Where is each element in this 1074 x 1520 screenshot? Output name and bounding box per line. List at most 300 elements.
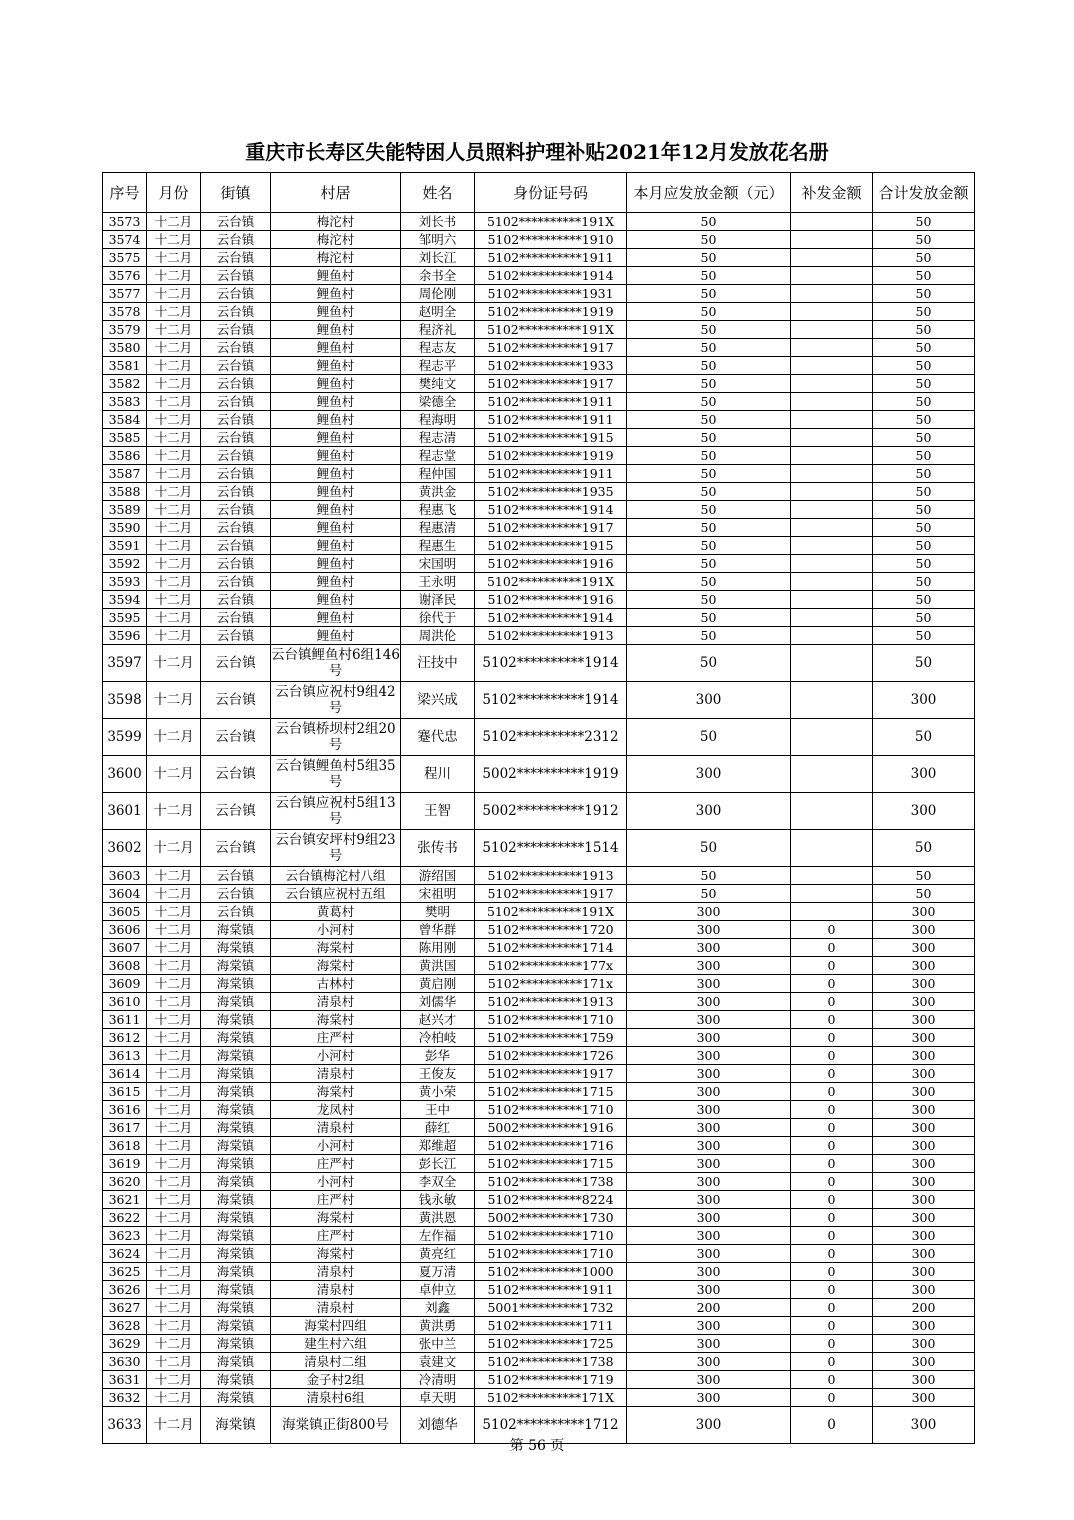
- seq-cell: 3599: [103, 719, 147, 756]
- table-row: [103, 1173, 975, 1191]
- table-row: [103, 483, 975, 501]
- town-cell: 海棠镇: [201, 1101, 271, 1119]
- name-cell: 王中: [401, 1101, 475, 1119]
- supplement-cell: 0: [791, 1263, 873, 1281]
- month-cell: 十二月: [147, 573, 201, 591]
- supplement-cell: [791, 501, 873, 519]
- month-cell: 十二月: [147, 1191, 201, 1209]
- header-row: [103, 173, 975, 213]
- total-cell: 300: [873, 1227, 975, 1245]
- id-cell: 5002**********1730: [475, 1209, 627, 1227]
- town-cell: 海棠镇: [201, 1281, 271, 1299]
- village-cell: 清泉村: [271, 993, 401, 1011]
- amount-cell: 50: [627, 357, 791, 375]
- seq-cell: 3614: [103, 1065, 147, 1083]
- amount-cell: 300: [627, 1137, 791, 1155]
- table-row: [103, 830, 975, 867]
- name-cell: 赵明全: [401, 303, 475, 321]
- town-cell: 海棠镇: [201, 1173, 271, 1191]
- total-cell: 300: [873, 1173, 975, 1191]
- seq-cell: 3611: [103, 1011, 147, 1029]
- month-cell: 十二月: [147, 213, 201, 231]
- name-cell: 张中兰: [401, 1335, 475, 1353]
- town-cell: 海棠镇: [201, 1029, 271, 1047]
- supplement-cell: 0: [791, 1173, 873, 1191]
- total-cell: 50: [873, 555, 975, 573]
- town-cell: 海棠镇: [201, 1083, 271, 1101]
- seq-cell: 3601: [103, 793, 147, 830]
- supplement-cell: [791, 393, 873, 411]
- month-cell: 十二月: [147, 1047, 201, 1065]
- amount-cell: 50: [627, 555, 791, 573]
- name-cell: 程济礼: [401, 321, 475, 339]
- month-cell: 十二月: [147, 1263, 201, 1281]
- month-cell: 十二月: [147, 1173, 201, 1191]
- month-cell: 十二月: [147, 719, 201, 756]
- table-row: [103, 573, 975, 591]
- town-cell: 海棠镇: [201, 1227, 271, 1245]
- id-cell: 5102**********1911: [475, 393, 627, 411]
- month-cell: 十二月: [147, 555, 201, 573]
- page-title: 重庆市长寿区失能特困人员照料护理补贴2021年12月发放花名册: [245, 140, 829, 164]
- town-cell: 云台镇: [201, 231, 271, 249]
- amount-cell: 300: [627, 1047, 791, 1065]
- amount-cell: 50: [627, 303, 791, 321]
- month-cell: 十二月: [147, 1011, 201, 1029]
- town-cell: 云台镇: [201, 213, 271, 231]
- id-cell: 5102**********1913: [475, 993, 627, 1011]
- table-row: [103, 411, 975, 429]
- month-cell: 十二月: [147, 465, 201, 483]
- seq-cell: 3578: [103, 303, 147, 321]
- total-cell: 50: [873, 249, 975, 267]
- village-cell: 鲤鱼村: [271, 573, 401, 591]
- seq-cell: 3621: [103, 1191, 147, 1209]
- id-cell: 5102**********1935: [475, 483, 627, 501]
- town-cell: 云台镇: [201, 357, 271, 375]
- total-cell: 50: [873, 303, 975, 321]
- village-cell: 海棠村: [271, 1083, 401, 1101]
- id-cell: 5102**********1710: [475, 1011, 627, 1029]
- name-cell: 彭华: [401, 1047, 475, 1065]
- amount-cell: 300: [627, 1227, 791, 1245]
- month-cell: 十二月: [147, 1335, 201, 1353]
- name-cell: 彭长江: [401, 1155, 475, 1173]
- village-cell: 鲤鱼村: [271, 609, 401, 627]
- supplement-cell: 0: [791, 957, 873, 975]
- month-cell: 十二月: [147, 519, 201, 537]
- seq-cell: 3632: [103, 1389, 147, 1407]
- amount-cell: 300: [627, 1155, 791, 1173]
- seq-cell: 3586: [103, 447, 147, 465]
- town-cell: 云台镇: [201, 867, 271, 885]
- amount-cell: 300: [627, 975, 791, 993]
- seq-cell: 3604: [103, 885, 147, 903]
- village-cell: 龙凤村: [271, 1101, 401, 1119]
- id-cell: 5102**********191X: [475, 321, 627, 339]
- supplement-cell: [791, 231, 873, 249]
- total-cell: 50: [873, 885, 975, 903]
- total-cell: 200: [873, 1299, 975, 1317]
- name-cell: 程志友: [401, 339, 475, 357]
- month-cell: 十二月: [147, 1137, 201, 1155]
- amount-cell: 300: [627, 1119, 791, 1137]
- seq-cell: 3588: [103, 483, 147, 501]
- id-cell: 5002**********1916: [475, 1119, 627, 1137]
- name-cell: 王智: [401, 793, 475, 830]
- name-cell: 冷柏岐: [401, 1029, 475, 1047]
- amount-cell: 300: [627, 1335, 791, 1353]
- page-number: 第 56 页: [509, 1438, 565, 1454]
- supplement-cell: 0: [791, 1083, 873, 1101]
- supplement-cell: 0: [791, 1065, 873, 1083]
- town-cell: 海棠镇: [201, 1317, 271, 1335]
- id-cell: 5102**********191X: [475, 903, 627, 921]
- supplement-cell: 0: [791, 1353, 873, 1371]
- total-cell: 300: [873, 1317, 975, 1335]
- month-cell: 十二月: [147, 285, 201, 303]
- name-cell: 黄洪恩: [401, 1209, 475, 1227]
- amount-cell: 300: [627, 993, 791, 1011]
- name-cell: 程海明: [401, 411, 475, 429]
- name-cell: 刘儒华: [401, 993, 475, 1011]
- village-cell: 清泉村: [271, 1263, 401, 1281]
- village-cell: 鲤鱼村: [271, 555, 401, 573]
- village-cell: 鲤鱼村: [271, 357, 401, 375]
- total-cell: 50: [873, 465, 975, 483]
- id-cell: 5102**********1720: [475, 921, 627, 939]
- table-row: [103, 885, 975, 903]
- supplement-cell: 0: [791, 1137, 873, 1155]
- supplement-cell: 0: [791, 1281, 873, 1299]
- total-cell: 300: [873, 1353, 975, 1371]
- table-row: [103, 939, 975, 957]
- amount-cell: 300: [627, 939, 791, 957]
- seq-cell: 3598: [103, 682, 147, 719]
- village-cell: 黄葛村: [271, 903, 401, 921]
- table-row: [103, 447, 975, 465]
- town-cell: 海棠镇: [201, 1065, 271, 1083]
- header-cell: 合计发放金额: [873, 173, 975, 213]
- name-cell: 程志清: [401, 429, 475, 447]
- seq-cell: 3585: [103, 429, 147, 447]
- seq-cell: 3576: [103, 267, 147, 285]
- seq-cell: 3594: [103, 591, 147, 609]
- amount-cell: 300: [627, 682, 791, 719]
- seq-cell: 3600: [103, 756, 147, 793]
- amount-cell: 300: [627, 1353, 791, 1371]
- seq-cell: 3596: [103, 627, 147, 645]
- id-cell: 5102**********1712: [475, 1407, 627, 1444]
- month-cell: 十二月: [147, 903, 201, 921]
- id-cell: 5102**********1917: [475, 885, 627, 903]
- seq-cell: 3619: [103, 1155, 147, 1173]
- supplement-cell: [791, 885, 873, 903]
- seq-cell: 3630: [103, 1353, 147, 1371]
- name-cell: 张传书: [401, 830, 475, 867]
- month-cell: 十二月: [147, 501, 201, 519]
- total-cell: 300: [873, 1281, 975, 1299]
- id-cell: 5102**********1911: [475, 465, 627, 483]
- name-cell: 刘长江: [401, 249, 475, 267]
- month-cell: 十二月: [147, 1083, 201, 1101]
- total-cell: 50: [873, 591, 975, 609]
- seq-cell: 3620: [103, 1173, 147, 1191]
- month-cell: 十二月: [147, 957, 201, 975]
- amount-cell: 50: [627, 591, 791, 609]
- supplement-cell: 0: [791, 1047, 873, 1065]
- village-cell: 鲤鱼村: [271, 429, 401, 447]
- id-cell: 5102**********1915: [475, 537, 627, 555]
- seq-cell: 3581: [103, 357, 147, 375]
- seq-cell: 3582: [103, 375, 147, 393]
- town-cell: 海棠镇: [201, 957, 271, 975]
- table-row: [103, 1065, 975, 1083]
- town-cell: 云台镇: [201, 267, 271, 285]
- id-cell: 5102**********1914: [475, 645, 627, 682]
- id-cell: 5102**********1910: [475, 231, 627, 249]
- id-cell: 5102**********1919: [475, 303, 627, 321]
- supplement-cell: 0: [791, 1245, 873, 1263]
- month-cell: 十二月: [147, 591, 201, 609]
- total-cell: 50: [873, 447, 975, 465]
- total-cell: 300: [873, 1245, 975, 1263]
- supplement-cell: [791, 321, 873, 339]
- header-cell: 街镇: [201, 173, 271, 213]
- month-cell: 十二月: [147, 1029, 201, 1047]
- village-cell: 海棠村: [271, 939, 401, 957]
- month-cell: 十二月: [147, 885, 201, 903]
- town-cell: 海棠镇: [201, 1011, 271, 1029]
- supplement-cell: [791, 249, 873, 267]
- town-cell: 云台镇: [201, 645, 271, 682]
- total-cell: 50: [873, 321, 975, 339]
- supplement-cell: [791, 519, 873, 537]
- seq-cell: 3624: [103, 1245, 147, 1263]
- town-cell: 海棠镇: [201, 921, 271, 939]
- name-cell: 周伦刚: [401, 285, 475, 303]
- amount-cell: 50: [627, 830, 791, 867]
- header-cell: 序号: [103, 173, 147, 213]
- table-row: [103, 339, 975, 357]
- table-row: [103, 267, 975, 285]
- month-cell: 十二月: [147, 1209, 201, 1227]
- total-cell: 50: [873, 375, 975, 393]
- village-cell: 梅沱村: [271, 213, 401, 231]
- amount-cell: 300: [627, 1263, 791, 1281]
- village-cell: 小河村: [271, 1173, 401, 1191]
- town-cell: 云台镇: [201, 303, 271, 321]
- seq-cell: 3622: [103, 1209, 147, 1227]
- total-cell: 50: [873, 213, 975, 231]
- table-row: [103, 756, 975, 793]
- name-cell: 刘鑫: [401, 1299, 475, 1317]
- name-cell: 樊明: [401, 903, 475, 921]
- supplement-cell: 0: [791, 1209, 873, 1227]
- month-cell: 十二月: [147, 393, 201, 411]
- id-cell: 5102**********171X: [475, 1389, 627, 1407]
- town-cell: 海棠镇: [201, 1407, 271, 1444]
- supplement-cell: [791, 465, 873, 483]
- id-cell: 5102**********191X: [475, 213, 627, 231]
- village-cell: 庄严村: [271, 1227, 401, 1245]
- id-cell: 5102**********1917: [475, 339, 627, 357]
- name-cell: 卓天明: [401, 1389, 475, 1407]
- town-cell: 海棠镇: [201, 1299, 271, 1317]
- supplement-cell: [791, 537, 873, 555]
- seq-cell: 3627: [103, 1299, 147, 1317]
- supplement-cell: 0: [791, 1011, 873, 1029]
- seq-cell: 3629: [103, 1335, 147, 1353]
- name-cell: 宋祖明: [401, 885, 475, 903]
- supplement-cell: 0: [791, 1299, 873, 1317]
- supplement-cell: [791, 303, 873, 321]
- total-cell: 300: [873, 957, 975, 975]
- amount-cell: 300: [627, 1317, 791, 1335]
- name-cell: 薛红: [401, 1119, 475, 1137]
- total-cell: 300: [873, 1407, 975, 1444]
- town-cell: 海棠镇: [201, 1389, 271, 1407]
- id-cell: 5102**********1710: [475, 1101, 627, 1119]
- month-cell: 十二月: [147, 682, 201, 719]
- seq-cell: 3608: [103, 957, 147, 975]
- name-cell: 郑维超: [401, 1137, 475, 1155]
- amount-cell: 300: [627, 1191, 791, 1209]
- town-cell: 云台镇: [201, 627, 271, 645]
- seq-cell: 3573: [103, 213, 147, 231]
- town-cell: 云台镇: [201, 903, 271, 921]
- month-cell: 十二月: [147, 756, 201, 793]
- name-cell: 程惠生: [401, 537, 475, 555]
- village-cell: 庄严村: [271, 1029, 401, 1047]
- month-cell: 十二月: [147, 267, 201, 285]
- village-cell: 鲤鱼村: [271, 447, 401, 465]
- seq-cell: 3607: [103, 939, 147, 957]
- seq-cell: 3615: [103, 1083, 147, 1101]
- table-row: [103, 555, 975, 573]
- amount-cell: 300: [627, 957, 791, 975]
- name-cell: 李双全: [401, 1173, 475, 1191]
- village-cell: 小河村: [271, 921, 401, 939]
- town-cell: 云台镇: [201, 429, 271, 447]
- total-cell: 300: [873, 975, 975, 993]
- village-cell: 海棠镇正街800号: [271, 1407, 401, 1444]
- amount-cell: 50: [627, 609, 791, 627]
- month-cell: 十二月: [147, 1281, 201, 1299]
- town-cell: 云台镇: [201, 609, 271, 627]
- id-cell: 5102**********1714: [475, 939, 627, 957]
- amount-cell: 300: [627, 1083, 791, 1101]
- id-cell: 5102**********1759: [475, 1029, 627, 1047]
- month-cell: 十二月: [147, 1245, 201, 1263]
- id-cell: 5001**********1732: [475, 1299, 627, 1317]
- table-row: [103, 609, 975, 627]
- seq-cell: 3577: [103, 285, 147, 303]
- supplement-cell: [791, 213, 873, 231]
- supplement-cell: [791, 375, 873, 393]
- amount-cell: 50: [627, 375, 791, 393]
- village-cell: 鲤鱼村: [271, 627, 401, 645]
- header-cell: 姓名: [401, 173, 475, 213]
- total-cell: 300: [873, 1335, 975, 1353]
- total-cell: 50: [873, 393, 975, 411]
- village-cell: 海棠村: [271, 1011, 401, 1029]
- table-row: [103, 1209, 975, 1227]
- amount-cell: 300: [627, 1209, 791, 1227]
- amount-cell: 300: [627, 756, 791, 793]
- table-row: [103, 793, 975, 830]
- name-cell: 王永明: [401, 573, 475, 591]
- seq-cell: 3602: [103, 830, 147, 867]
- month-cell: 十二月: [147, 793, 201, 830]
- total-cell: 50: [873, 285, 975, 303]
- amount-cell: 300: [627, 1389, 791, 1407]
- table-row: [103, 1047, 975, 1065]
- seq-cell: 3597: [103, 645, 147, 682]
- village-cell: 海棠村: [271, 1209, 401, 1227]
- village-cell: 云台镇桥坝村2组20号: [271, 719, 401, 756]
- total-cell: 300: [873, 1101, 975, 1119]
- supplement-cell: [791, 867, 873, 885]
- table-row: [103, 591, 975, 609]
- amount-cell: 50: [627, 429, 791, 447]
- id-cell: 5102**********8224: [475, 1191, 627, 1209]
- supplement-cell: 0: [791, 1407, 873, 1444]
- village-cell: 云台镇鲤鱼村5组35号: [271, 756, 401, 793]
- supplement-cell: 0: [791, 1371, 873, 1389]
- name-cell: 梁兴成: [401, 682, 475, 719]
- seq-cell: 3606: [103, 921, 147, 939]
- town-cell: 海棠镇: [201, 975, 271, 993]
- town-cell: 云台镇: [201, 483, 271, 501]
- month-cell: 十二月: [147, 1101, 201, 1119]
- total-cell: 50: [873, 830, 975, 867]
- table-row: [103, 1119, 975, 1137]
- town-cell: 云台镇: [201, 321, 271, 339]
- supplement-cell: 0: [791, 1029, 873, 1047]
- town-cell: 海棠镇: [201, 1371, 271, 1389]
- table-row: [103, 719, 975, 756]
- village-cell: 鲤鱼村: [271, 303, 401, 321]
- name-cell: 赵兴才: [401, 1011, 475, 1029]
- name-cell: 余书全: [401, 267, 475, 285]
- amount-cell: 300: [627, 921, 791, 939]
- id-cell: 5102**********1726: [475, 1047, 627, 1065]
- month-cell: 十二月: [147, 921, 201, 939]
- town-cell: 海棠镇: [201, 1119, 271, 1137]
- total-cell: 300: [873, 1209, 975, 1227]
- total-cell: 50: [873, 609, 975, 627]
- amount-cell: 50: [627, 719, 791, 756]
- village-cell: 庄严村: [271, 1191, 401, 1209]
- table-row: [103, 1155, 975, 1173]
- village-cell: 清泉村: [271, 1065, 401, 1083]
- id-cell: 5102**********2312: [475, 719, 627, 756]
- month-cell: 十二月: [147, 429, 201, 447]
- town-cell: 云台镇: [201, 285, 271, 303]
- month-cell: 十二月: [147, 1227, 201, 1245]
- table-row: [103, 1011, 975, 1029]
- seq-cell: 3590: [103, 519, 147, 537]
- amount-cell: 50: [627, 501, 791, 519]
- town-cell: 海棠镇: [201, 1335, 271, 1353]
- village-cell: 小河村: [271, 1047, 401, 1065]
- name-cell: 黄洪勇: [401, 1317, 475, 1335]
- month-cell: 十二月: [147, 627, 201, 645]
- id-cell: 5102**********1931: [475, 285, 627, 303]
- amount-cell: 300: [627, 1371, 791, 1389]
- town-cell: 云台镇: [201, 756, 271, 793]
